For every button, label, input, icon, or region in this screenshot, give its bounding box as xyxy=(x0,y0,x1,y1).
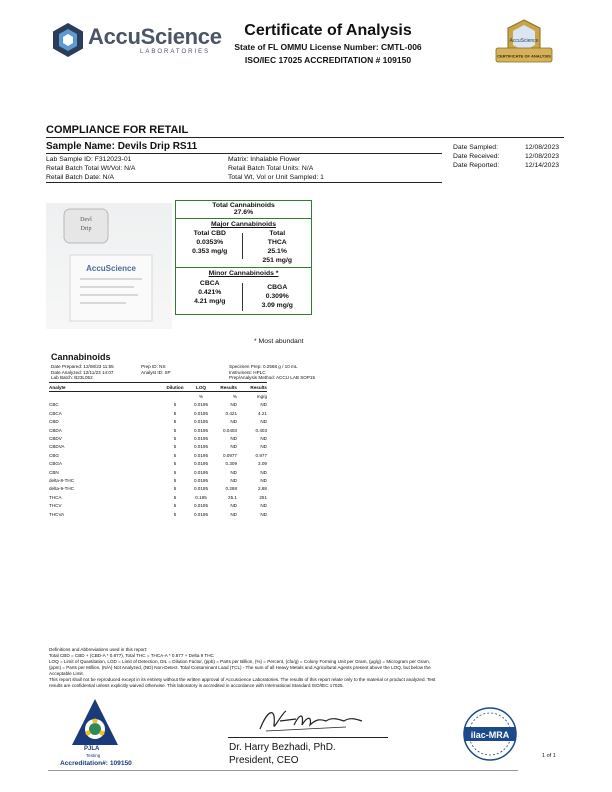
cell-analyte: CBD xyxy=(49,419,59,425)
lab-sample-id: Lab Sample ID: F312023-01 xyxy=(46,156,132,163)
cell-analyte: delta-9-THC xyxy=(49,486,75,492)
cell-loq: 0.0195 xyxy=(193,469,209,475)
cell-loq: 0.0195 xyxy=(193,427,209,433)
most-abundant-footnote: * Most abundant xyxy=(254,338,304,345)
report-title: Certificate of Analysis xyxy=(244,22,412,39)
table-row xyxy=(49,510,267,518)
pjla-testing: Testing xyxy=(86,753,101,758)
cannabinoids-title: Cannabinoids xyxy=(51,352,111,362)
matrix: Matrix: Inhalable Flower xyxy=(228,156,301,163)
cell-result-pct: ND xyxy=(230,477,237,483)
definition-line: LOQ = Limit of Quantitation, LOD = Limit of Detection, DIL = Dilution Factor, (ppb) = Parts per Billion, (%) = Percent, (cfu/g) = Colony Forming Unit per Gram, (μg/g) = Microgram per Gram, xyxy=(49,659,430,664)
col-loq: LOQ xyxy=(196,384,206,390)
cell-dilution: 5 xyxy=(173,477,177,483)
definition-line: Total CBD = CBD + (CBD-A * 0.877), Total THC = THCA-A * 0.877 + Delta 9 THC xyxy=(49,653,214,658)
date-analyzed: Date Analyzed: 12/11/23 14:07 xyxy=(51,369,114,375)
cell-result-mg: ND xyxy=(260,402,267,408)
section-title: COMPLIANCE FOR RETAIL xyxy=(46,124,189,136)
total-thca-mg: 251 mg/g xyxy=(262,257,292,264)
cell-loq: 0.195 xyxy=(195,494,207,500)
date-reported-label: Date Reported: xyxy=(453,162,500,169)
cell-result-pct: ND xyxy=(230,511,237,517)
cell-loq: 0.0195 xyxy=(193,461,209,467)
minor-cannabinoids-label: Minor Cannabinoids * xyxy=(208,270,279,277)
cell-result-mg: ND xyxy=(260,444,267,450)
cell-loq: 0.0195 xyxy=(193,402,209,408)
signer-block xyxy=(229,741,336,767)
license-number: State of FL OMMU License Number: CMTL-006 xyxy=(234,42,422,52)
cell-analyte: THCVA xyxy=(49,511,65,517)
total-cannabinoids-label: Total Cannabinoids xyxy=(212,202,275,209)
col-dilution: Dilution xyxy=(166,384,184,390)
cell-loq: 0.0195 xyxy=(193,419,209,425)
cell-dilution: 5 xyxy=(173,511,177,517)
cbca-mg: 4.21 mg/g xyxy=(194,298,226,305)
cell-analyte: CBCA xyxy=(49,410,62,416)
lab-name: AccuScience xyxy=(88,24,222,49)
cell-dilution: 5 xyxy=(173,436,177,442)
total-cbd-mg: 0.353 mg/g xyxy=(192,248,228,255)
cell-dilution: 5 xyxy=(173,410,177,416)
cell-dilution: 5 xyxy=(173,444,177,450)
signature-line xyxy=(228,737,388,738)
table-header-row xyxy=(49,383,267,392)
badge-bottom-text: CERTIFICATE OF ANALYSIS xyxy=(497,53,551,59)
table-row xyxy=(49,409,267,417)
sample-divider xyxy=(46,153,442,154)
cell-result-mg: 2.88 xyxy=(258,486,267,492)
cell-result-pct: ND xyxy=(230,503,237,509)
cell-dilution: 5 xyxy=(173,419,177,425)
pjla-label: PJLA xyxy=(84,746,100,752)
cell-analyte: THCA xyxy=(49,494,62,500)
jar-label-1: Devl xyxy=(80,217,92,223)
analyst-id: Analyst ID: SP xyxy=(141,369,171,375)
cell-loq: 0.0195 xyxy=(193,486,209,492)
accreditation-footer: Accreditation#: 109150 xyxy=(60,760,132,767)
divider xyxy=(242,283,243,311)
cannabinoids-table xyxy=(49,382,267,518)
report-header xyxy=(218,22,438,65)
cell-analyte: CBC xyxy=(49,402,59,408)
product-jar-icon xyxy=(46,203,172,329)
table-row xyxy=(49,501,267,509)
cell-analyte: CBG xyxy=(49,452,59,458)
cell-result-mg: ND xyxy=(260,436,267,442)
product-photo xyxy=(46,203,172,329)
cell-result-mg: ND xyxy=(260,469,267,475)
definition-line: This report shall not be reproduced except in its entirety without the written approval of Accuscience Laboratories. The results of this report relate only to the material or product analyzed. Test xyxy=(49,677,436,682)
cell-analyte: CBDA xyxy=(49,427,62,433)
cell-result-mg: 0.403 xyxy=(255,427,267,433)
badge-top-text: AccuScience xyxy=(509,38,539,44)
signature-image xyxy=(256,703,366,735)
cbga-label: CBGA xyxy=(267,284,288,291)
table-row xyxy=(49,451,267,459)
cell-result-pct: 0.309 xyxy=(225,461,237,467)
cbca-label: CBCA xyxy=(199,280,220,287)
accreditation-number: ISO/IEC 17025 ACCREDITATION # 109150 xyxy=(244,55,412,65)
table-row xyxy=(49,443,267,451)
retail-batch-date: Retail Batch Date: N/A xyxy=(46,174,114,181)
col-analyte: Analyte xyxy=(49,384,66,390)
ilac-text: ilac-MRA xyxy=(470,730,510,740)
cell-dilution: 5 xyxy=(173,452,177,458)
cell-loq: 0.0195 xyxy=(193,436,209,442)
total-wt-sampled: Total Wt, Vol or Unit Sampled: 1 xyxy=(228,174,324,181)
cell-dilution: 5 xyxy=(173,427,177,433)
cell-result-mg: ND xyxy=(260,503,267,509)
section-divider xyxy=(46,137,564,138)
table-row xyxy=(49,485,267,493)
cell-result-pct: 0.0403 xyxy=(222,427,237,433)
date-received: 12/08/2023 xyxy=(525,153,560,160)
total-cbd-pct: 0.0353% xyxy=(196,239,224,246)
footer-rule xyxy=(48,770,518,771)
page-number: 1 of 1 xyxy=(542,753,556,759)
unit-loq: % xyxy=(198,394,204,400)
cell-result-pct: 25.1 xyxy=(228,494,237,500)
cell-analyte: CBGA xyxy=(49,461,63,467)
pjla-logo-icon xyxy=(70,697,120,749)
cell-result-mg: 3.09 xyxy=(258,461,267,467)
cell-result-mg: ND xyxy=(260,477,267,483)
retail-batch-units: Retail Batch Total Units: N/A xyxy=(228,165,314,172)
cell-analyte: CBDVA xyxy=(49,444,65,450)
cbga-mg: 3.09 mg/g xyxy=(261,302,293,309)
units-row xyxy=(49,392,267,401)
date-sampled-label: Date Sampled: xyxy=(453,144,498,151)
ilac-mra-logo-icon xyxy=(461,706,519,762)
table-row xyxy=(49,493,267,501)
cbca-pct: 0.421% xyxy=(198,289,222,296)
sticker-brand: AccuScience xyxy=(86,264,136,273)
cell-dilution: 5 xyxy=(173,503,177,509)
cell-dilution: 5 xyxy=(173,469,177,475)
signer-name: Dr. Harry Bezhadi, PhD. xyxy=(229,742,336,753)
table-row xyxy=(49,468,267,476)
cell-result-mg: 0.977 xyxy=(255,452,267,458)
total-cannabinoids-value: 27.6% xyxy=(233,209,254,216)
total-cbd-label: Total CBD xyxy=(193,230,226,237)
date-sampled: 12/08/2023 xyxy=(525,144,560,151)
retail-batch-wt: Retail Batch Total Wt/Vol: N/A xyxy=(46,165,136,172)
cannabinoid-summary-box xyxy=(175,200,312,315)
cell-loq: 0.0195 xyxy=(193,477,209,483)
cell-dilution: 5 xyxy=(173,402,177,408)
signer-title: President, CEO xyxy=(229,755,299,766)
table-row xyxy=(49,418,267,426)
definition-line: (ppm) = Parts per Million, (N/A) Not Analyzed, (ND) Non-Detect. Total Contaminant Load (TCL) - The sum of all Heavy Metals and Agricultural Agents present above the LOQ, but below the xyxy=(49,665,431,670)
cell-result-pct: ND xyxy=(230,402,237,408)
cell-result-pct: ND xyxy=(230,419,237,425)
date-prepared: Date Prepared: 12/08/23 11:55 xyxy=(51,364,114,369)
cell-dilution: 5 xyxy=(173,494,177,500)
cell-analyte: CBDV xyxy=(49,436,62,442)
cell-result-pct: 0.421 xyxy=(225,410,237,416)
cell-loq: 0.0195 xyxy=(193,410,209,416)
cell-result-mg: 251 xyxy=(259,494,267,500)
lab-subtitle: LABORATORIES xyxy=(140,49,211,55)
cell-result-pct: ND xyxy=(230,444,237,450)
cell-result-mg: 4.21 xyxy=(258,410,267,416)
cell-loq: 0.0195 xyxy=(193,511,209,517)
cbga-pct: 0.309% xyxy=(265,293,289,300)
definition-line: Acceptable Limit. xyxy=(49,671,84,676)
date-received-label: Date Received: xyxy=(453,153,500,160)
instrument: Instrument: HPLC xyxy=(229,369,266,375)
specimen-prep: Specimen Prep: 0.2568 g / 10 mL xyxy=(229,364,298,369)
table-row xyxy=(49,434,267,442)
table-row xyxy=(49,426,267,434)
prep-id: Prep ID: NS xyxy=(141,364,166,369)
cell-dilution: 5 xyxy=(173,461,177,467)
jar-label-2: Drip xyxy=(80,226,92,232)
table-row xyxy=(49,460,267,468)
table-row xyxy=(49,476,267,484)
meta-divider xyxy=(46,182,442,183)
cell-loq: 0.0195 xyxy=(193,503,209,509)
method-info xyxy=(229,364,315,381)
cell-result-mg: ND xyxy=(260,511,267,517)
cell-result-pct: ND xyxy=(230,436,237,442)
table-row xyxy=(49,401,267,409)
cell-analyte: CBN xyxy=(49,469,59,475)
cell-analyte: delta-8-THC xyxy=(49,477,75,483)
date-reported: 12/14/2023 xyxy=(525,162,560,169)
major-cannabinoids-label: Major Cannabinoids xyxy=(211,221,276,228)
cell-result-pct: ND xyxy=(230,469,237,475)
definition-line: results are confidential unless explicitly waived otherwise. This laboratory is accredited in accordance with International Standard ISO/IEC 17025. xyxy=(49,683,344,688)
cell-result-mg: ND xyxy=(260,419,267,425)
cell-analyte: THCV xyxy=(49,503,62,509)
analyst-info xyxy=(141,364,171,375)
col-results-mg: Results xyxy=(250,384,267,390)
cell-loq: 0.0195 xyxy=(193,444,209,450)
divider xyxy=(242,233,243,259)
total-thca-label-2: THCA xyxy=(267,239,287,246)
col-results-pct: Results xyxy=(220,384,237,390)
cell-dilution: 5 xyxy=(173,486,177,492)
total-thca-pct: 25.1% xyxy=(267,248,287,255)
unit-pct: % xyxy=(232,394,237,400)
certificate-badge-icon xyxy=(490,18,558,72)
hexagon-logo-icon xyxy=(52,22,84,58)
cell-result-pct: 0.0977 xyxy=(222,452,237,458)
cell-result-pct: 0.288 xyxy=(225,486,237,492)
sample-name: Sample Name: Devils Drip RS11 xyxy=(46,141,198,152)
total-thca-label-1: Total xyxy=(269,230,286,237)
prep-info xyxy=(51,364,114,381)
definition-line: Definitions and Abbreviations used in this report: xyxy=(49,647,148,652)
prep-method: Prep/Analysis Method: ACCU LAB SOP15 xyxy=(229,375,316,381)
definitions xyxy=(49,647,519,689)
unit-mg: mg/g xyxy=(256,394,267,400)
lab-batch: Lab Batch: B23L052 xyxy=(51,375,93,381)
cell-loq: 0.0195 xyxy=(193,452,209,458)
